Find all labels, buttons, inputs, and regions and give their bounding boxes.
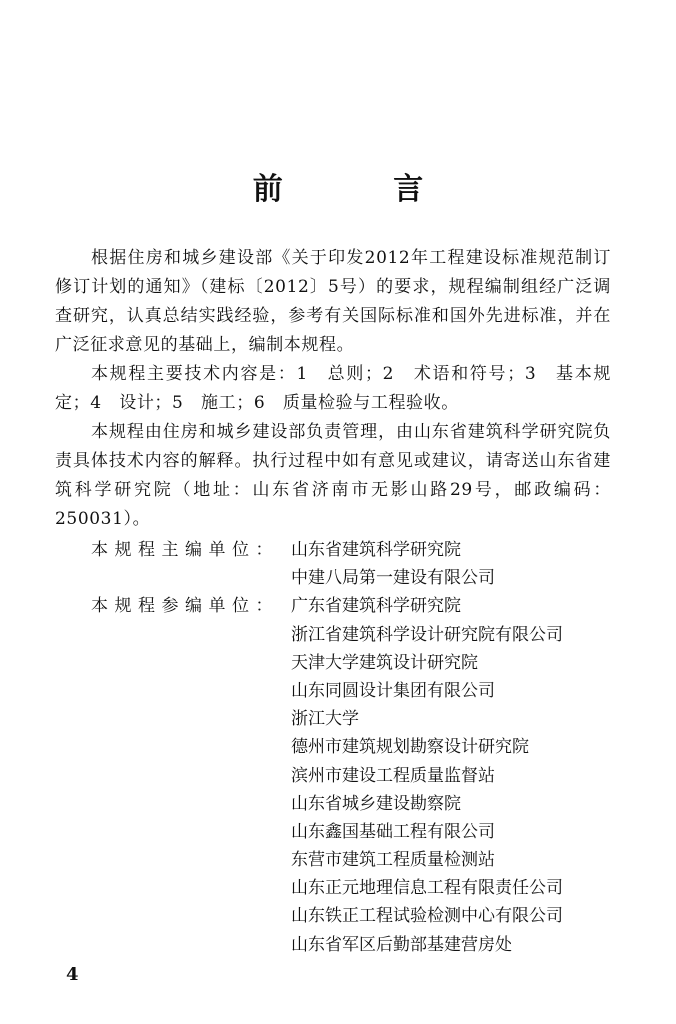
- unit-item: 山东铁正工程试验检测中心有限公司: [291, 906, 563, 927]
- paragraph-contents: 本规程主要技术内容是：1 总则；2 术语和符号；3 基本规定；4 设计；5 施工；6 质量检验与工程验收。: [55, 364, 611, 413]
- unit-item: 山东省建筑科学研究院: [291, 540, 461, 560]
- unit-item: 山东正元地理信息工程有限责任公司: [291, 878, 563, 899]
- participating-units-list: [291, 592, 635, 958]
- unit-item: 浙江大学: [291, 709, 359, 730]
- unit-item: 广东省建筑科学研究院: [291, 596, 461, 617]
- participating-units-label: 本规程参编单位：: [91, 596, 279, 617]
- unit-item: 天津大学建筑设计研究院: [291, 652, 478, 673]
- unit-item: 滨州市建设工程质量监督站: [291, 765, 495, 786]
- chief-units-group: [55, 536, 635, 592]
- preface-body: [55, 244, 611, 534]
- page-title: 前 言: [252, 172, 474, 207]
- unit-item: 山东鑫国基础工程有限公司: [291, 821, 495, 842]
- unit-item: 山东省城乡建设勘察院: [291, 793, 461, 814]
- chief-units-list: [291, 536, 635, 592]
- unit-item: 德州市建筑规划勘察设计研究院: [291, 737, 529, 758]
- paragraph-management: 本规程由住房和城乡建设部负责管理，由山东省建筑科学研究院负责具体技术内容的解释。执行过程中如有意见或建议，请寄送山东省建筑科学研究院（地址：山东省济南市无影山路29号，邮政编码：250031）。: [55, 422, 611, 529]
- participating-units-group: [55, 592, 635, 958]
- unit-item: 山东同圆设计集团有限公司: [291, 680, 495, 701]
- unit-item: 山东省军区后勤部基建营房处: [291, 934, 512, 955]
- units-section: [55, 536, 635, 959]
- unit-item: 中建八局第一建设有限公司: [291, 568, 495, 589]
- chief-units-label: 本规程主编单位：: [91, 540, 279, 560]
- unit-item: 东营市建筑工程质量检测站: [291, 850, 495, 871]
- page-number: 4: [66, 964, 79, 985]
- paragraph-background: 根据住房和城乡建设部《关于印发2012年工程建设标准规范制订修订计划的通知》（建标〔2012〕5号）的要求，规程编制组经广泛调查研究，认真总结实践经验，参考有关国际标准和国外先进标准，并在广泛征求意见的基础上，编制本规程。: [55, 248, 611, 355]
- unit-item: 浙江省建筑科学设计研究院有限公司: [291, 624, 563, 645]
